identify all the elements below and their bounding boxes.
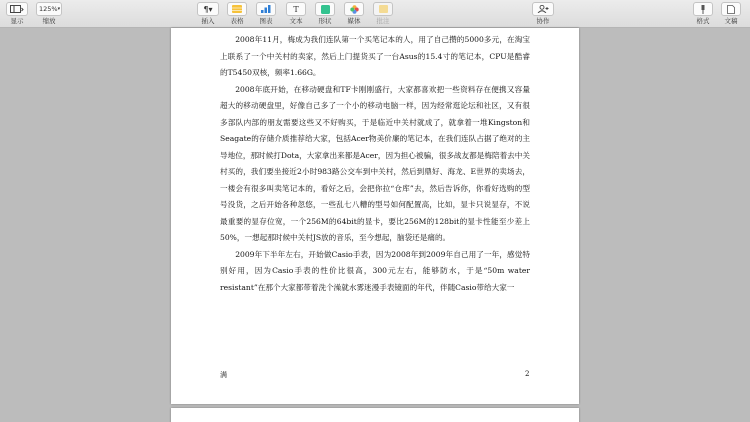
paragraph-icon: ¶▾ (203, 4, 213, 14)
comment-icon (379, 5, 388, 13)
page-number: 2 (525, 370, 530, 378)
chart-label: 图表 (259, 17, 273, 25)
zoom-menu[interactable] (36, 2, 62, 25)
table-button[interactable] (227, 2, 247, 16)
footer-text: 满 (220, 371, 227, 379)
view-button[interactable] (6, 2, 28, 16)
text-tool[interactable] (286, 2, 306, 25)
next-page[interactable] (171, 408, 579, 422)
collaborate-button[interactable] (532, 2, 554, 16)
document-body[interactable] (220, 32, 530, 296)
text-button[interactable] (286, 2, 306, 16)
insert-label: 插入 (201, 17, 215, 25)
view-menu[interactable] (6, 2, 28, 25)
format-tool[interactable] (693, 2, 713, 25)
document-icon (727, 5, 735, 14)
document-tool[interactable] (721, 2, 741, 25)
chart-tool[interactable] (256, 2, 276, 25)
zoom-value: 125% (39, 5, 58, 13)
chevron-down-icon: ▾ (57, 6, 61, 12)
format-button[interactable] (693, 2, 713, 16)
shape-tool[interactable] (315, 2, 335, 25)
media-button[interactable] (344, 2, 364, 16)
comment-tool[interactable] (373, 2, 393, 25)
insert-button[interactable] (197, 2, 219, 16)
shape-button[interactable] (315, 2, 335, 16)
document-label: 文稿 (724, 17, 738, 25)
toolbar (0, 0, 750, 28)
add-person-icon (537, 5, 549, 13)
document-page[interactable] (171, 28, 579, 404)
paragraph[interactable]: 2008年底开始，在移动硬盘和TF卡刚刚盛行，大家都喜欢把一些资料存在便携又容量超大的移动硬盘里，好像自己多了一个小的移动电脑一样，因为经常逛论坛和社区，又有很多部队内部的朋友需要这些又不好购买，于是临近中关村就成了，就拿着一堆Kingston和Seagate的存储介质推荐给大家，包括Acer物美价廉的笔记本，在我们连队占据了绝对的主导地位，那时候打Dota，大家拿出来都是Acer，因为担心被骗，很多战友都是梅陪着去中关村买的，我们要坐接近2小时983路公交车到中关村，然后到鼎好、海龙、E世界的卖场去，一楼会有很多叫卖笔记本的，看好之后，会把你拉“仓库”去，然后告诉你，你看好选购的型号没货，之后开始各种忽悠，一些乱七八糟的型号如何配置高，比如，显卡只说显存，不说最重要的显存位宽，一个256M的64bit的显卡，要比256M的128bit的显卡性能至少差上50%，一想起那时候中关村JS放的音乐，至今想起，脑袋还是痛的。 (220, 84, 530, 242)
media-tool[interactable] (344, 2, 364, 25)
sidebar-icon (10, 5, 24, 13)
table-icon (232, 5, 242, 13)
text-label: 文本 (289, 17, 303, 25)
shape-icon (321, 5, 330, 14)
document-button[interactable] (721, 2, 741, 16)
media-label: 媒体 (347, 17, 361, 25)
view-label: 显示 (10, 17, 24, 25)
paragraph[interactable]: 2009年下半年左右，开始做Casio手表，因为2008年到2009年自己用了一年，感觉特别好用，因为Casio手表的性价比很高，300元左右，能够防水，于是“50m water resistant”在那个大家都带着洗个澡就水雾迷漫手表镜面的年代，伴随Casio带给大家一 (220, 249, 530, 292)
collaborate-tool[interactable] (532, 2, 554, 25)
comment-button[interactable] (373, 2, 393, 16)
chart-icon (261, 5, 271, 13)
collaborate-label: 协作 (536, 17, 550, 25)
paintbrush-icon (699, 5, 707, 14)
table-label: 表格 (230, 17, 244, 25)
shape-label: 形状 (318, 17, 332, 25)
text-box-icon: T (293, 4, 299, 14)
insert-menu[interactable] (197, 2, 219, 25)
paragraph[interactable]: 2008年11月，梅成为我们连队第一个买笔记本的人，用了自己攒的5000多元，在淘宝上联系了一个中关村的卖家，然后上门提货买了一台Asus的15.4寸的笔记本，CPU是酷睿的T5450双核，频率1.66G。 (220, 35, 530, 77)
table-tool[interactable] (227, 2, 247, 25)
chart-button[interactable] (256, 2, 276, 16)
zoom-label: 缩放 (42, 17, 56, 25)
photos-icon (350, 5, 359, 14)
zoom-select[interactable] (36, 2, 62, 16)
format-label: 格式 (696, 17, 710, 25)
comment-label: 批注 (376, 17, 390, 25)
